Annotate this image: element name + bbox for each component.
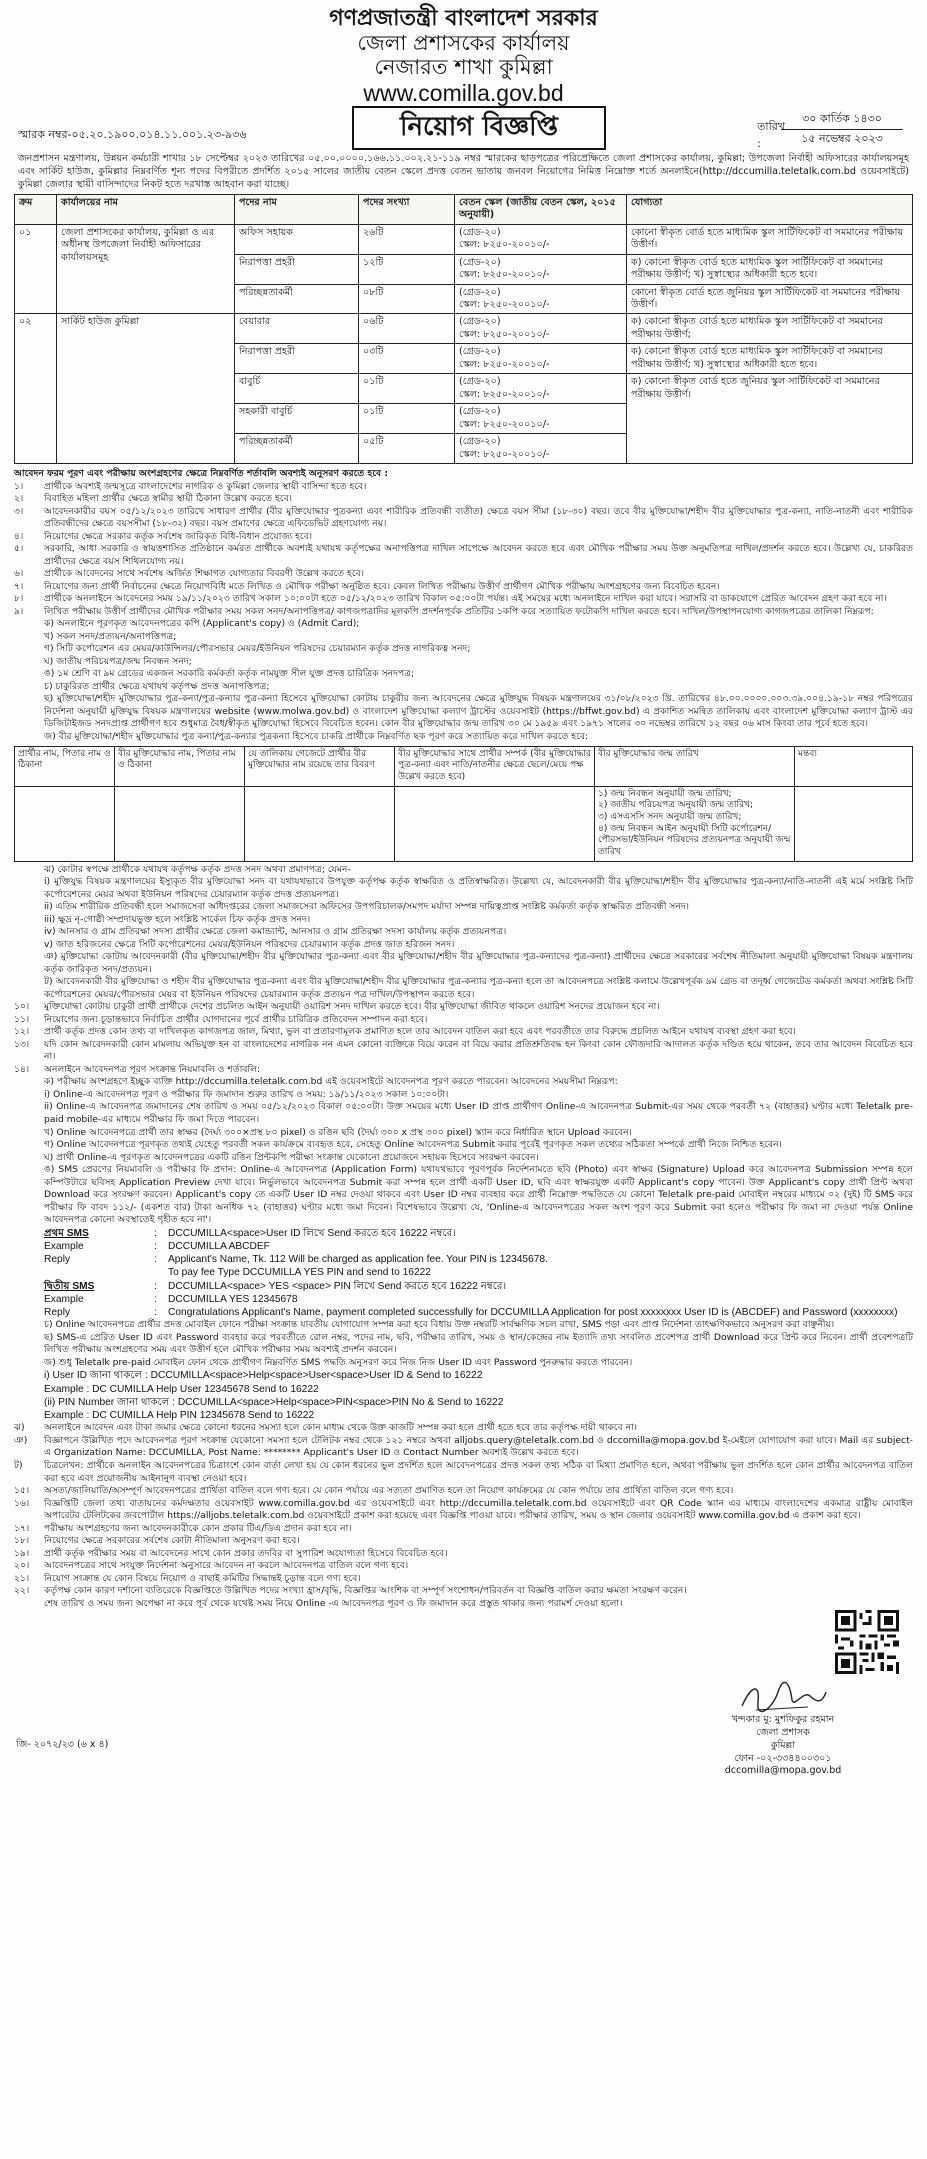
notice-title: নিয়োগ বিজ্ঞপ্তি [352, 106, 606, 150]
list-item [14, 926, 913, 939]
item-text: আবেদনকারীর বয়স ০৫/১২/২০২৩ তারিখে সাধারণ প্রার্থীর (বীর মুক্তিযোদ্ধার পুত্রকন্যা এবং শারীরিক প্রতিবন্ধী ব্যতীত) ক্ষেত্রে বয়স সীমা (১৮-৩০) বছর। তবে বীর মুক্তিযোদ্ধা/শহীদ বীর মুক্তিযোদ্ধার পুত্র-কন্যা, নাতি-নাতনী এবং শারীরিক প্রতিবন্ধীদের ক্ষেত্রে বয়সসীমা (১৮-৩২) বছর। বয়স প্রমাণের ক্ষেত্রে এফিডেভিট গ্রহণযোগ্য নয়। [44, 505, 913, 530]
list-item [14, 951, 913, 976]
scale: স্কেল: ৮২৫০-২০০১০/- [459, 358, 550, 370]
item-number: ৯। [14, 605, 24, 617]
table-row [15, 314, 913, 344]
cell-post: বাবুর্চি [235, 374, 359, 404]
list-item [14, 606, 913, 619]
recover-i-label: i) User ID জানা থাকলে : [44, 1370, 151, 1382]
sms-instructions [14, 1227, 913, 1320]
cell-post: বেয়ারার [235, 314, 359, 344]
sms-reply-1 [168, 1253, 913, 1280]
item-number: ১৬। [14, 1497, 30, 1509]
list-item [14, 1152, 913, 1165]
cell-post: সহকারী বাবুর্চি [235, 404, 359, 434]
list-item [14, 901, 913, 914]
list-item [14, 481, 913, 494]
item-number: ১০। [14, 1001, 30, 1013]
item-text: ঘ) জাতীয় পরিচয়পত্র/জন্ম নিবন্ধন সনদ; [44, 655, 192, 667]
item-number: ৭। [14, 580, 24, 592]
conditions-list-2 [14, 951, 913, 1076]
scale: স্কেল: ৮২৫০-২০০১০/- [459, 269, 550, 281]
conditions-heading: আবেদন ফরম পূরণ এবং পরীক্ষায় অংশগ্রহণের ক্ষেত্রে নিম্নবর্ণিত শর্তাবলি অবশ্যই অনুসরণ করতে হবে : [14, 468, 389, 480]
item-text: প্রার্থী কর্তৃক প্রদত্ত কোন তথ্য বা দাখিলকৃত কাগজপত্র জাল, মিথ্যা, ভুল বা প্রতারণামূলক প্রমাণিত হলে তার আবেদন বাতিল করা হবে এবং পরবর্তীতে তার বিরুদ্ধে প্রচলিত আইনে যথাযথ ব্যবস্থা গ্রহণ করা হবে। [44, 1026, 796, 1038]
item-text: অসত্য/জালিয়াতি/অসম্পূর্ণ আবেদনপত্রের প্রার্থিতা বাতিল বলে গণ্য হবে। যে কোন পর্যায়ে এর সত্যতা প্রমাণিত হলে তা নিয়োগ কার্যক্রমের যে কোন পর্যায়ে তার প্রার্থিতা বাতিল বলে গণ্য হবে। [44, 1485, 734, 1497]
officer-name: খন্দকার মু: মুশফিকুর রহমান [731, 1714, 835, 1726]
item-number [14, 1319, 44, 1332]
cell-count: ০৫টি [359, 434, 455, 464]
item-number: ট) [14, 1460, 23, 1471]
ref-row [14, 106, 913, 150]
date-block [757, 110, 903, 151]
list-item [14, 1422, 913, 1435]
item-number [14, 681, 44, 694]
list-item [14, 506, 913, 531]
item-text: নিয়োগের জন্য প্রার্থী নির্বাচনের ক্ষেত্রে নিয়োগবিধি মতে লিখিত ও মৌখিক পরীক্ষা অনুষ্ঠিত হবে। কেবল লিখিত পরীক্ষায় উত্তীর্ণ প্রার্থীগণ মৌখিক পরীক্ষায় অংশগ্রহণের জন্য বিবেচিত হবেন। [44, 580, 720, 592]
list-item [14, 1014, 913, 1027]
item-text: ঘ) প্রার্থী Online-এ পূরণকৃত আবেদনপত্রের একটি রঙিন প্রিন্টকপি পরীক্ষা সংক্রান্ত যেকোনো প্রয়োজনে সহায়ক হিসেবে সংরক্ষণ করবেন। [44, 1151, 539, 1163]
item-number [14, 731, 44, 744]
grade: (গ্রেড-২০) [459, 316, 501, 328]
quota-list [14, 876, 913, 951]
item-text: iv) আনসার ও গ্রাম প্রতিরক্ষা সদস্য প্রার্থীর ক্ষেত্রে জেলা কমান্ড্যান্ট, আনসার ও গ্রাম প্রতিরক্ষা সদস্য কার্যালয় কর্তৃক প্রত্যয়নপত্র। [44, 926, 507, 938]
cell-qualification: কোনো স্বীকৃত বোর্ড হতে জুনিয়র স্কুল সার্টিফিকেট বা সমমানের পরীক্ষায় উত্তীর্ণ। [627, 284, 913, 314]
scale: স্কেল: ৮২৫০-২০০১০/- [459, 448, 550, 460]
cell-count: ০৬টি [359, 314, 455, 344]
item-text: i) মুক্তিযুদ্ধ বিষয়ক মন্ত্রণালয়ের ইস্যুকৃত বীর মুক্তিযোদ্ধা সনদ বা যথাযথভাবে উপযুক্ত কর্তৃপক্ষ কর্তৃক স্বাক্ষরিত ও প্রতিস্বাক্ষরিত। উল্লেখ্য যে, আবেদনকারী বীর মুক্তিযোদ্ধা/শহীদ বীর মুক্তিযোদ্ধার পুত্র-কন্যা/নাতি-নাতনী এই মর্মে সংশ্লিষ্ট সিটি কর্পোরেশনের মেয়র অথবা ইউনিয়ন পরিষদের চেয়ারম্যান কর্তৃক প্রদত্ত প্রত্যয়নপত্র। [44, 876, 913, 900]
ff-birth-item: ৪) জন্ম নিবন্ধন আইন অনুযায়ী সিটি কর্পোরেশন/পৌরসভা/ইউনিয়ন পরিষদের প্রত্যয়নপত্র অনুযায়ী জন্ম তারিখ [598, 823, 791, 857]
list-item [14, 1039, 913, 1064]
cell-count: ১২টি [359, 254, 455, 284]
item-number [14, 643, 44, 656]
list-item [14, 976, 913, 1001]
item-number [14, 668, 44, 681]
item-number [14, 1139, 44, 1152]
item-number [14, 1089, 44, 1102]
item-text: জ) শুধু Teletalk pre-paid মোবাইল ফোন থেকে প্রার্থীগণ নিম্নবর্ণিত SMS পদ্ধতি অনুসরণ করে নিজ নিজ User ID এবং Password পুনরুদ্ধার করতে পারবেন। [44, 1356, 633, 1368]
sms-reply-1b: To pay fee Type DCCUMILLA YES PIN and send to 16222 [168, 1267, 431, 1279]
ff-col-6: মন্তব্য [795, 746, 913, 786]
item-number [14, 1357, 44, 1370]
sms-example-1: DCCUMILLA ABCDEF [168, 1240, 270, 1252]
date-label: তারিখ : [757, 120, 785, 151]
item-text: ii) Online-এ আবেদনপত্র জমাদানের শেষ তারিখ ও সময় ০৫/১২/২০২৩ বিকাল ০৫:০০টা। উক্ত সময়ের মধ্যে User ID প্রাপ্ত প্রার্থীগণ Online-এ আবেদনপত্র Submit-এর সময় থেকে পরবর্তী ৭২ (বাহাত্তর) ঘণ্টার মধ্যে Teletalk pre-paid mobile-এর মাধ্যমে পরীক্ষার ফি জমা দিতে পারবেন। [44, 1101, 913, 1125]
cell-count: ০১টি [359, 374, 455, 404]
item-text: গ) Online আবেদনপত্রে পূরণকৃত তথ্যই যেহেতু পরবর্তী সকল কার্যক্রমে ব্যবহৃত হবে, সেহেতু Online আবেদনপত্র Submit করার পূর্বেই পূরণকৃত সকল তথ্যের সঠিকতা সম্পর্কে প্রার্থী নিজে নিশ্চিত হবেন। [44, 1139, 782, 1151]
item-text: বিবাহিত মহিলা প্রার্থীর ক্ষেত্রে স্বামীর স্থায়ী ঠিকানা উল্লেখ করতে হবে। [44, 493, 292, 505]
sms-second-code: DCCUMILLA<space> YES <space> PIN লিখে Send করতে হবে 16222 নম্বরে। [168, 1280, 507, 1292]
list-item [14, 1139, 913, 1152]
item-number: ঝ) [14, 1422, 25, 1434]
list-item [14, 876, 913, 901]
col-count: পদের সংখ্যা [359, 194, 455, 224]
cell-qualification: ক) কোনো স্বীকৃত বোর্ড হতে মাধ্যমিক স্কুল সার্টিফিকেট বা সমমানের পরীক্ষায় উত্তীর্ণ; [627, 314, 913, 344]
cell-scale [455, 254, 627, 284]
item-text: ট) আবেদনকারী বীর মুক্তিযোদ্ধা ও শহীদ বীর মুক্তিযোদ্ধার পুত্র-কন্যা এবং বীর মুক্তিযোদ্ধা/শহীদ বীর মুক্তিযোদ্ধার পুত্র-কন্যার পুত্র-কন্যা হলে তা আবেদনপত্রে সংশ্লিষ্ট কলামে উল্লেখপূর্বক ৯ম গ্রেড বা তদূর্ধ্ব গেজেটেড কর্মকর্তা অথবা সংশ্লিষ্ট সিটি কর্পোরেশনের মেয়র/পৌরসভার মেয়র বা ইউনিয়ন পরিষদের চেয়ারম্যান কর্তৃক প্রত্যয়ন পত্র দাখিল/উপস্থাপন করতে হবে। [44, 976, 913, 1000]
conditions-section [14, 468, 913, 1610]
list-item [14, 593, 913, 606]
header [14, 6, 913, 106]
list-item [14, 618, 913, 631]
intro-paragraph: জনপ্রশাসন মন্ত্রণালয়, উন্নয়ন কর্মচারী শাখার ১৮ সেপ্টেম্বর ২০২৩ তারিখের ০৫.০০.০০০০.১৬৬.১১.০০২.২১-১১৯ নম্বর স্মারকের ছাড়পত্রের পরিপ্রেক্ষিতে জেলা প্রশাসকের কার্যালয়, কুমিল্লা; উপজেলা নির্বাহী অফিসারের কার্যালয়সমূহ এবং সার্কিট হাউজ, কুমিল্লার নিম্নবর্ণিত শূন্য পদের বিপরীতে প্রদর্শিত ২০১৫ সালের জাতীয় বেতন স্কেলে প্রদত্ত বেতন ভাতায় জনবল নিয়োগের নিমিত্ত নিম্নোক্ত শর্তে অনলাইনে(http://dccumilla.teletalk.com.bd ওয়েবসাইটে) কুমিল্লা জেলার স্থায়ী বাসিন্দাদের নিকট হতে দরখাস্ত আহবান করা যাচ্ছে। [18, 153, 909, 191]
item-text: প্রার্থী কর্তৃক পরীক্ষার সময় বা আবেদনের সাথে কোন প্রকার তদবির বা সুপারিশ অযোগ্যতা হিসেবে বিবেচিত হবে। [44, 1547, 448, 1559]
item-number [14, 1164, 44, 1227]
item-text: প্রার্থীকে আবেদনের সাথে সর্বশেষ অর্জিত শিক্ষাগত যোগ্যতার বিবরণী উল্লেখ করতে হবে। [44, 568, 365, 580]
item-text: যদি কোন আবেদনকারী কোন মামলায় অভিযুক্ত হন বা বাংলাদেশের নাগরিক নন এমন কোনো ব্যক্তিকে বিয়ে করেন বা বিয়ে করার প্রতিশ্রুতিবদ্ধ হন কিংবা কোন ফৌজদারি আদালত কর্তৃক দণ্ডিত হয়ে থাকেন, তবে তার আবেদন বিবেচিত হবে না। [44, 1038, 913, 1063]
item-text: ii) এতিম শারীরিক প্রতিবন্ধী হলে সমাজসেবা অধিদপ্তরের জেলা সমাজসেবা অফিসের উপপরিচালক/সমপদ মর্যাদা সম্পন্ন দায়িত্বপ্রাপ্ত সংশ্লিষ্ট কর্মকর্তা কর্তৃক স্বাক্ষরিত প্রতিবন্ধী সনদ। [44, 901, 690, 913]
ff-cell [245, 786, 395, 861]
grade: (গ্রেড-২০) [459, 226, 501, 238]
item-text: ঙ) SMS প্রেরণের নিয়মাবলি ও পরীক্ষার ফি প্রদান: Online-এ আবেদনপত্র (Application Form) যথাযথভাবে পূরণপূর্বক নির্দেশনামতে ছবি (Photo) এবং স্বাক্ষর (Signature) Upload করে আবেদনপত্র Submission সম্পন্ন হলে কম্পিউটারে ছবিসহ Application Preview দেখা যাবে। নির্ভুলভাবে আবেদনপত্র Submit করা সম্পন্ন হলে প্রার্থী একটি User ID, ছবি এবং স্বাক্ষরযুক্ত একটি Applicant's copy পাবেন। উক্ত Applicant's copy প্রার্থী প্রিন্ট অথবা Download করে সংরক্ষণ করবেন। Applicant's copy তে একটি User ID নম্বর দেওয়া থাকবে এবং User ID নম্বর ব্যবহার করে প্রার্থী নিম্নোক্ত পদ্ধতিতে যে কোনো Teletalk pre-paid মোবাইল নম্বরের মাধ্যমে ০২ (দুই) টি SMS করে পরীক্ষার ফি বাবদ ১১২/- (একশত বার) টাকা অনধিক ৭২ (বাহাত্তর) ঘণ্টার মধ্যে জমা দিবেন। বিশেষভাবে উল্লেখ্য যে, 'Online-এ আবেদনপত্রের সকল অংশ পূরণ করে Submit করা হলেও পরীক্ষার ফি জমা না দেওয়া পর্যন্ত Online আবেদনপত্র কোনো অবস্থাতেই গৃহীত হবে না'। [44, 1164, 913, 1226]
item-number: ৪। [14, 530, 24, 542]
item-text: iii) ক্ষুদ্র নৃ-গোষ্ঠী সম্প্রদায়ভুক্ত হলে সংশ্লিষ্ট সার্কেল চিফ কর্তৃক প্রদত্ত সনদ। [44, 913, 311, 925]
item-number: ৮। [14, 593, 24, 605]
item-number: ২২। [14, 1585, 30, 1597]
list-item [14, 543, 913, 568]
col-post: পদের নাম [235, 194, 359, 224]
list-item [14, 668, 913, 681]
item-text: গ) সিটি কর্পোরেশন এর মেয়র/কাউন্সিলর/পৌরসভার মেয়র/ইউনিয়ন পরিষদের চেয়ারম্যান কর্তৃক প্রদত্ত নাগরিকত্ব সনদ; [44, 643, 471, 655]
sms-row: দ্বিতীয় SMS : DCCUMILLA<space> YES <space> PIN লিখে Send করতে হবে 16222 নম্বরে। [14, 1280, 913, 1293]
list-item [14, 1101, 913, 1126]
cell-count: ০৩টি [359, 344, 455, 374]
item-text: ক) অনলাইনে পূরণকৃত আবেদনপত্রের কপি (Applicant's copy) ও (Admit Card); [44, 618, 360, 630]
list-item [14, 1573, 913, 1586]
sms-second-label: দ্বিতীয় SMS [44, 1280, 95, 1292]
cell-scale [455, 314, 627, 344]
item-text: ঙ) ১ম শ্রেণি বা ৯ম গ্রেডের একজন সরকারি কর্মকর্তা কর্তৃক নামযুক্ত সীল যুক্ত প্রদত্ত চারিত্রিক সনদপত্র; [44, 668, 415, 680]
sms-reply-2: Congratulations Applicant's Name, payment completed successfully for DCCUMILLA Application for post xxxxxxxx User ID is (ABCDEF) and Password (xxxxxxxx) [168, 1307, 898, 1319]
sms-first-code: DCCUMILLA<space>User ID লিখে Send করতে হবে 16222 নম্বরে। [168, 1227, 456, 1239]
item-number [14, 618, 44, 631]
list-item [14, 1460, 913, 1485]
item-text: অনলাইনে আবেদন এবং টাকা জমার ক্ষেত্রে কোনো ধরনের সমস্যা হলে কোন মাধ্যম থেকে উক্ত কাজটি সম্পন্ন করা হলে প্রার্থী হতে হবে তার কর্তৃপক্ষ দায়ী থাকবে না। [44, 1422, 638, 1434]
date-english: ১৫ নভেম্বর ২০২৩ [801, 132, 883, 146]
list-item [14, 939, 913, 952]
section-name: নেজারত শাখা কুমিল্লা [374, 55, 553, 80]
item-text: বিজ্ঞপ্তিটি জেলা তথ্য বাতায়নের কর্মদক্ষতার ওয়েবসাইট www.comilla.gov.bd এর ওয়েবসাইটে এবং http://dccumilla.teletalk.com.bd ওয়েবসাইটে এবং QR Code স্ক্যান এর মাধ্যমে বাংলাদেশের একমাত্র রাষ্ট্রীয় মোবাইল অপারেটর টেলিটকের জবপোর্টাল https://alljobs.teletalk.com.bd ওয়েবসাইটে প্রকাশ করা হয়েছে এবং বিজ্ঞপ্তি পাওয়া যাবে। পরীক্ষার তারিখ, সময় ও স্থান জেলার ওয়েবসাইট www.comilla.gov.bd এ প্রকাশ করা হবে। [44, 1497, 913, 1522]
list-item [14, 1089, 913, 1102]
item-number [14, 976, 44, 1001]
item-text: বিজ্ঞাপনে উল্লিখিত পদে আবেদনপত্র পূরণ সংক্রান্ত যেকোনো সমস্যা হলে টেলিটক নম্বর থেকে ১২১ নম্বরে অথবা alljobs.query@teletalk.com.bd ও dccomilla@mopa.gov.bd ই-মেইলে যোগাযোগ করা যাবে। Mail এর subject- এ Organization Name: DCCUMILLA, Post Name: ******** Applicant's User ID ও Contact Number অবশ্যই উল্লেখ করতে হবে। [44, 1434, 913, 1459]
item-number [14, 1101, 44, 1126]
final-conditions [14, 1422, 913, 1610]
memo-number: স্মারক নম্বর-০৫.২০.১৯০০.০১৪.১১.০০১.২৩-৯৩৬ [18, 128, 247, 142]
item-number [14, 1076, 44, 1089]
cell-count: ২৬টি [359, 224, 455, 254]
sms-row: Reply : Applicant's Name, Tk. 112 Will be charged as application fee. Your PIN is 12345678. To pay fee Type DCCUMILLA YES PIN and send to 16222 [14, 1253, 913, 1280]
ff-col-2: বীর মুক্তিযোদ্ধার নাম, পিতার নাম ও ঠিকানা [115, 746, 245, 786]
item-number [14, 939, 44, 952]
item-number [14, 656, 44, 669]
sms-reply-1a: Applicant's Name, Tk. 112 Will be charged as application fee. Your PIN is 12345678. [168, 1254, 548, 1266]
ff-col-1: প্রার্থীর নাম, পিতার নাম ও ঠিকানা [15, 746, 115, 786]
item-number [14, 1332, 44, 1357]
list-item [14, 568, 913, 581]
item-text: শেষ তারিখ ও সময় জন্য অপেক্ষা না করে পূর্ব থেকে যথেষ্ট সময় নিয়ে Online -এ আবেদনপত্র পূরণ ও ফি জমাদান করে প্রস্তুত থাকার জন্য পরামর্শ দেওয়া হলো। [44, 1597, 623, 1609]
item-text: কর্তৃপক্ষ কোন কারণ দর্শানো ব্যতিরেকে বিজ্ঞপ্তিতে উল্লিখিত পদের সংখ্যা হ্রাস/বৃদ্ধি, বিজ্ঞপ্তির আংশিক বা সম্পূর্ণ সংশোধন/পরিবর্তন বা বিজ্ঞপ্তি বাতিল করার ক্ষমতা সংরক্ষণ করেন। [44, 1585, 687, 1597]
officer-phone: ফোন -০২-৩৩৪৪০০৩০১ [734, 1752, 832, 1764]
item-number [14, 926, 44, 939]
item-text: আবেদনপত্রের সাথে সংযুক্ত নির্দেশনা অনুসারে আবেদন না করলে আবেদনপত্র বাতিল বলে গণ্য হবে। [44, 1560, 409, 1572]
item-text: প্রার্থীকে অবশ্যই জন্মসূত্রে বাংলাদেশের নাগরিক ও কুমিল্লা জেলার স্থায়ী বাসিন্দা হতে হবে। [44, 480, 367, 492]
list-item [14, 1357, 913, 1370]
item-text: নিয়োগের জন্য চূড়ান্তভাবে নির্বাচিত প্রার্থীর যোগদানের পূর্বে প্রার্থীর চারিত্রিক প্রতিবেদন সম্পাদন করা হবে। [44, 1013, 428, 1025]
item-text: চ) Online আবেদনপত্রে প্রার্থীর প্রদত্ত মোবাইল ফোনে পরীক্ষা সংক্রান্ত যাবতীয় যোগাযোগ সম্পন্ন করা হবে বিধায় উক্ত নম্বরটি সার্বক্ষণিক সচল রাখা, SMS পড়া এবং প্রাপ্ত নির্দেশনা তাৎক্ষণিকভাবে অনুসরণ করা বাঞ্ছনীয়। [44, 1319, 835, 1331]
list-item [14, 1332, 913, 1357]
item-number: ২। [14, 493, 24, 505]
list-item [14, 693, 913, 731]
col-scale: বেতন স্কেল (জাতীয় বেতন স্কেল, ২০১৫ অনুযায়ী) [455, 194, 627, 224]
item-number: ১৪। [14, 1063, 30, 1075]
item-text: সরকারি, আধা সরকারি ও স্বায়ত্তশাসিত প্রতিষ্ঠানে কর্মরত প্রার্থীকে অবশ্যই যথাযথ কর্তৃপক্ষের অনাপত্তিপত্র দাখিল সাপেক্ষে আবেদন করতে হবে এবং মৌখিক পরীক্ষার সময় উক্ত অনুমতিপত্র দাখিল/প্রদর্শন করতে হবে। উল্লেখ্য যে, চাকরিরত প্রার্থীদের ক্ষেত্রে বয়স শিথিলযোগ্য নয়। [44, 543, 913, 567]
signature-icon [738, 1680, 828, 1714]
item-number [14, 914, 44, 927]
cell-post: পরিচ্ছন্নতাকর্মী [235, 284, 359, 314]
item-text: অনলাইনে আবেদনপত্র পূরণ সংক্রান্ত নিয়মাবলি ও শর্তাবলি: [44, 1063, 261, 1075]
vacancy-table-header [15, 194, 913, 224]
recover-ii-example: Example : DC CUMILLA Help PIN 12345678 Send to 16222 [44, 1410, 315, 1422]
item-text: পরীক্ষায় অংশগ্রহণের জন্য আবেদনকারীকে কোন প্রকার টিএ/ডিএ প্রদান করা হবে না। [44, 1522, 352, 1534]
item-number: ২০। [14, 1560, 30, 1572]
list-item [14, 681, 913, 694]
bottom-area [14, 1610, 913, 1777]
recover-ii-code: DCCUMILLA<space>Help<space>PIN<space>PIN No & Send to 16222 [177, 1396, 504, 1408]
online-rules-2 [14, 1319, 913, 1369]
item-text: চিত্রলেখন: প্রার্থীকে অনলাইন আবেদনপত্রের চিত্রাংশে কোন বার্তা লেখা হয় যে কোন ধরনের ভুল প্রদর্শিত হলে আবেদনপত্রের প্রদত্ত সকল তথ্য সঠিক বা মিথ্যা প্রমাণিত হলে, অথবা পরীক্ষায় ভুল প্রদর্শিত হলে কোন প্রার্থীর আবেদনপত্র বাতিল করা হবে এবং প্রয়োজনীয় আইনানুগ ব্যবস্থা নেওয়া হবে। [44, 1460, 913, 1484]
table-row [15, 224, 913, 254]
col-qualification: যোগ্যতা [627, 194, 913, 224]
recover-ii-label: (ii) PIN Number জানা থাকলে : [44, 1396, 178, 1408]
item-number [14, 876, 44, 901]
cell-scale [455, 284, 627, 314]
item-text: জ) বীর মুক্তিযোদ্ধা/শহীদ মুক্তিযোদ্ধার পুত্র কন্যা/পুত্র-কন্যার পুত্রকন্যা হিসেবে চাকরি প্রার্থীকে নিম্নবর্ণিত ছক পূরণ করে সত্যায়িত করে দাখিল করতে হবে: [44, 730, 589, 742]
date-bangla: ৩০ কার্তিক ১৪৩০ [781, 110, 903, 130]
item-number: ৫। [14, 543, 24, 555]
item-number [14, 901, 44, 914]
list-item [14, 914, 913, 927]
item-text: খ) সকল সনদ/প্রত্যয়ন/অনাপত্তিপত্র; [44, 630, 177, 642]
ff-cell [15, 786, 115, 861]
cell-post: পরিচ্ছন্নতাকর্মী [235, 434, 359, 464]
recovery-section [14, 1369, 913, 1422]
officer-email[interactable]: dccomilla@mopa.gov.bd [724, 1765, 842, 1777]
scale: স্কেল: ৮২৫০-২০০১০/- [459, 299, 550, 310]
freedom-fighter-table [14, 746, 913, 862]
grade: (গ্রেড-২০) [459, 286, 501, 298]
list-item [14, 1598, 913, 1611]
ff-cell [115, 786, 245, 861]
item-number: ১৯। [14, 1547, 30, 1559]
cell-qualification: ক) কোনো স্বীকৃত বোর্ড হতে জুনিয়র স্কুল সার্টিফিকেট বা সমমানের পরীক্ষায় উত্তীর্ণ। [627, 374, 913, 464]
item-number: ১। [14, 480, 24, 492]
scale: স্কেল: ৮২৫০-২০০১০/- [459, 388, 550, 400]
cell-office: জেলা প্রশাসকের কার্যালয়, কুমিল্লা ও এর অধীনস্থ উপজেলা নির্বাহী অফিসারের কার্যালয়সমূহ [57, 224, 235, 314]
list-item [14, 1064, 913, 1077]
item-text: মুক্তিযোদ্ধা কোটায় চাকুরী প্রার্থী প্রার্থীকে দেশের প্রচলিত আইন অনুযায়ী ওয়ারিশ সনদ দাখিল করতে হবে। বীর মুক্তিযোদ্ধা জীবিত থাকলে ওয়ারিশ সনদের প্রয়োজন হবে না। [44, 1001, 660, 1013]
item-text: চ) চাকুরিরত প্রার্থীর ক্ষেত্রে যথাযথ কর্তৃপক্ষ প্রদত্ত অনাপত্তিপত্র; [44, 680, 270, 692]
item-number: ১২। [14, 1026, 30, 1038]
list-item [14, 1523, 913, 1536]
list-item [14, 1560, 913, 1573]
item-number: ২১। [14, 1572, 30, 1584]
cell-qualification: কোনো স্বীকৃত বোর্ড হতে মাধ্যমিক স্কুল সার্টিফিকেট বা সমমানের পরীক্ষায় উত্তীর্ণ। [627, 224, 913, 254]
ff-col-4: বীর মুক্তিযোদ্ধার সাথে প্রার্থীর সম্পর্ক (বীর মুক্তিযোদ্ধার পুত্র-কন্যা এবং নাতি/নাতনীর ক্ষেত্রে ছেলে/মেয়ে পক্ষ উল্লেখ করতে হবে) [395, 746, 595, 786]
recover-i-code: DCCUMILLA<space>Help<space>User<space>User ID & Send to 16222 [150, 1370, 483, 1382]
item-text: লিখিত পরীক্ষায় উত্তীর্ণ প্রার্থীদের মৌখিক পরীক্ষার সময় সকল সনদ/অনাপত্তিপত্র/ কাগজপত্রাদির মূলকপি প্রদর্শনপূর্বক প্রতিটির ১কপি করে সত্যায়িত ফটোকপি দাখিল করতে হবে। দাখিল/উপস্থাপনযোগ্য কাগজপত্রের তালিকা নিম্নরূপ: [44, 605, 874, 617]
col-office: কার্যালয়ের নাম [57, 194, 235, 224]
list-item [14, 1076, 913, 1089]
item-text: খ) Online আবেদনপত্রে প্রার্থী তার স্বাক্ষর (দৈর্ঘ্য ৩০০×প্রস্থ ৮০ pixel) ও রঙিন ছবি (দৈর্ঘ্য ৩০০ x প্রস্থ ৩০০ pixel) স্ক্যান করে নির্ধারিত স্থানে Upload করবেন। [44, 1126, 632, 1138]
item-number: ৩। [14, 505, 24, 517]
list-item [14, 1535, 913, 1548]
item-number [14, 693, 44, 731]
sms-row: প্রথম SMS : DCCUMILLA<space>User ID লিখে Send করতে হবে 16222 নম্বরে। [14, 1227, 913, 1240]
sms-row: Example : DCCUMILLA YES 12345678 [14, 1293, 913, 1306]
ff-cell [395, 786, 595, 861]
list-item [14, 581, 913, 594]
conditions-list [14, 481, 913, 744]
item-text: ছ) SMS-এ প্রেরিত User ID এবং Password ব্যবহার করে পরবর্তীতে রোল নম্বর, পদের নাম, ছবি, পরীক্ষার তারিখ, সময় ও স্থান/কেন্দ্রের নাম ইত্যাদি তথ্য সংবলিত প্রবেশপত্র প্রার্থী Download করে প্রিন্ট করে নিবেন। প্রার্থী প্রবেশপত্রটি লিখিত পরীক্ষায় অংশগ্রহণের সময় এবং উত্তীর্ণ হলে মৌখিক পরীক্ষার সময় অবশ্যই প্রদর্শন করবেন। [44, 1331, 913, 1356]
recover-user-id [44, 1369, 913, 1382]
ff-col-5: বীর মুক্তিযোদ্ধার জন্ম তারিখ [595, 746, 795, 786]
sms-example-label: Example [44, 1240, 84, 1252]
item-number: ১১। [14, 1013, 30, 1025]
list-item [14, 493, 913, 506]
online-rules [14, 1076, 913, 1226]
list-item [14, 643, 913, 656]
list-item [14, 1164, 913, 1227]
col-sl: ক্রম [15, 194, 57, 224]
item-text: নিয়োগের ক্ষেত্রে সরকার কর্তৃক সর্বশেষ জারিকৃত বিধি-বিধান প্রযোজ্য হবে। [44, 530, 313, 542]
cell-scale [455, 374, 627, 404]
quota-heading: ঝ) কোটার স্বপক্ষে প্রার্থীকে যথাযথ কর্তৃপক্ষ কর্তৃক প্রদত্ত সনদ অথবা প্রমাণপত্র; যেমন- [44, 863, 351, 875]
ff-birth-item: ২) জাতীয় পরিচয়পত্র অনুযায়ী জন্ম তারিখ; [598, 800, 754, 811]
sms-reply-label: Reply [44, 1254, 71, 1266]
item-number [14, 1127, 44, 1140]
cell-count: ০১টি [359, 404, 455, 434]
cell-qualification: ক) কোনো স্বীকৃত বোর্ড হতে মাধ্যমিক স্কুল সার্টিফিকেট বা সমমানের পরীক্ষায় উত্তীর্ণ; খ) সুস্বাস্থ্যের অধিকারী হতে হবে। [627, 254, 913, 284]
ff-table-body [15, 786, 913, 861]
cell-scale [455, 434, 627, 464]
item-text: v) জাত হরিজনের ক্ষেত্রে সিটি কর্পোরেশনের মেয়র/ইউনিয়ন পরিষদের চেয়ারম্যান কর্তৃক প্রদত্ত জাত হরিজন সনদ। [44, 938, 455, 950]
list-item [14, 1127, 913, 1140]
item-number: ১৫। [14, 1485, 30, 1497]
cell-office: সার্কিট হাউজ কুমিল্লা [57, 314, 235, 464]
list-item [14, 731, 913, 744]
item-number: ১৩। [14, 1038, 30, 1050]
list-item [14, 1485, 913, 1498]
item-text: ঞ) মুক্তিযোদ্ধা কোটায় আবেদনকারী (বীর মুক্তিযোদ্ধা/শহীদ বীর মুক্তিযোদ্ধার পুত্র-কন্যা এবং বীর মুক্তিযোদ্ধা/শহীদ বীর মুক্তিযোদ্ধার পুত্র-কন্যাদের পুত্র-কন্যা) প্রার্থীদের ক্ষেত্রে সরকারের সর্বশেষ নীতিমালা অনুযায়ী মুক্তিযোদ্ধা বিষয়ক মন্ত্রণালয় কর্তৃক জারিকৃত সনদ/প্রত্যয়ন। [44, 951, 914, 975]
officer-district: কুমিল্লা [770, 1739, 796, 1751]
cell-sl: ০১ [15, 224, 57, 314]
list-item [14, 531, 913, 544]
officer-designation: জেলা প্রশাসক [756, 1727, 810, 1738]
sms-example-2: DCCUMILLA YES 12345678 [168, 1293, 298, 1305]
cell-post: অফিস সহায়ক [235, 224, 359, 254]
footer-ref: জি- ২০৭২/২৩ (৬ x ৪) [16, 1739, 109, 1751]
sms-row: Example : DCCUMILLA ABCDEF [14, 1240, 913, 1253]
item-number [14, 951, 44, 976]
list-item [14, 1435, 913, 1460]
list-item [14, 1319, 913, 1332]
qr-code-icon[interactable] [835, 1610, 899, 1674]
grade: (গ্রেড-২০) [459, 376, 501, 388]
sms-example-label: Example [44, 1293, 84, 1305]
cell-scale [455, 344, 627, 374]
sms-row: Reply : Congratulations Applicant's Name, payment completed successfully for DCCUMILLA Application for post xxxxxxxx User ID is (ABCDEF) and Password (xxxxxxxx) [14, 1306, 913, 1319]
grade: (গ্রেড-২০) [459, 436, 501, 448]
item-text: নিয়োগ সংক্রান্ত যে কোন বিষয়ে নিয়োগ ও বাছাই কমিটির সিদ্ধান্তই চূড়ান্ত বলে গণ্য হবে। [44, 1572, 361, 1584]
signature-block [693, 1680, 873, 1778]
cell-qualification: ক) কোনো স্বীকৃত বোর্ড হতে মাধ্যমিক স্কুল সার্টিফিকেট বা সমমানের পরীক্ষায় উত্তীর্ণ; খ) সুস্বাস্থ্যের অধিকারী হতে হবে। [627, 344, 913, 374]
item-number [14, 1598, 44, 1611]
sms-reply-label: Reply [44, 1307, 71, 1319]
list-item [14, 1498, 913, 1523]
scale: স্কেল: ৮২৫০-২০০১০/- [459, 328, 550, 340]
item-number: ঞ) [14, 1434, 28, 1446]
vacancy-table [14, 194, 913, 464]
list-item [14, 1548, 913, 1561]
govt-name: গণপ্রজাতন্ত্রী বাংলাদেশ সরকার [329, 6, 598, 31]
list-item [14, 656, 913, 669]
cell-sl: ০২ [15, 314, 57, 464]
item-text: ক) পরীক্ষায় অংশগ্রহণে ইচ্ছুক ব্যক্তি http://dccumilla.teletalk.com.bd এই ওয়েবসাইটে আবেদনপত্র পূরণ করতে পারবেন। আবেদনের সময়সীমা নিম্নরূপ: [44, 1076, 618, 1088]
scale: স্কেল: ৮২৫০-২০০১০/- [459, 418, 550, 430]
item-number [14, 631, 44, 644]
office-name: জেলা প্রশাসকের কার্যালয় [357, 31, 570, 56]
list-item [14, 1001, 913, 1014]
ff-birth-item: ১) জন্ম নিবন্ধন অনুযায়ী জন্ম তারিখ; [598, 788, 732, 799]
cell-count: ০৮টি [359, 284, 455, 314]
ff-col-3: যে তালিকায় গেজেটে প্রার্থীর বীর মুক্তিযোদ্ধার নাম রয়েছে তার বিবরণ [245, 746, 395, 786]
ff-birth-item: ৩) এসএসসি সনদ অনুযায়ী জন্ম তারিখ; [598, 811, 742, 822]
item-text: ছ) মুক্তিযোদ্ধা/শহীদ মুক্তিযোদ্ধার পুত্র-কন্যা/পুত্র-কন্যার পুত্র-কন্যা হিসেবে মুক্তিযোদ্ধা কোটায় চাকুরীর জন্য আবেদনের ক্ষেত্রে মুক্তিযুদ্ধ বিষয়ক মন্ত্রণালয়ের ৩১/০৮/২০২৩ খ্রি. তারিখের ৪৮.০০.০০০০.০০৩.৩৯.০০৪.১৯-১৮ নম্বর পরিপত্রের নির্দেশনা অনুযায়ী মুক্তিযুদ্ধ বিষয়ক মন্ত্রণালয়ের website (www.molwa.gov.bd) ও বাংলাদেশ মুক্তিযোদ্ধা কল্যাণ ট্রাস্টের ওয়েবসাইট (https://bffwt.gov.bd) এ প্রকাশিত সমন্বিত তালিকায় এবং বাংলাদেশ মুক্তিযোদ্ধা কল্যাণ ট্রাস্ট এর ডিজিটাইজড সনদপ্রাপ্ত প্রার্থীগণ হবে শুধুমাত্র বৈধ/স্বীকৃত মুক্তিযোদ্ধা হিসেবে বিবেচিত হবেন। কোন বীর মুক্তিযোদ্ধার জন্ম তারিখ ৩০ মে ১৯৫৯ এবং ১৯৭১ সালের ৩০ নভেম্বর তারিখে ১২ বছর ০৬ মাস কিংবা তার পূর্বে হতে হবে। [44, 693, 913, 730]
grade: (গ্রেড-২০) [459, 256, 501, 268]
ff-cell [795, 786, 913, 861]
item-number: ১৮। [14, 1535, 30, 1547]
website-link[interactable]: www.comilla.gov.bd [363, 79, 564, 106]
ff-birth-cell [595, 786, 795, 861]
list-item [14, 1026, 913, 1039]
cell-scale [455, 224, 627, 254]
sms-first-label: প্রথম SMS [44, 1227, 89, 1239]
cell-post: নিরাপত্তা প্রহরী [235, 254, 359, 284]
recover-pin [44, 1396, 913, 1409]
ff-table-header [15, 746, 913, 786]
item-number [14, 1152, 44, 1165]
grade: (গ্রেড-২০) [459, 346, 501, 358]
item-number: ১৭। [14, 1522, 30, 1534]
item-text: i) Online-এ আবেদনপত্র পূরণ ও পরীক্ষার ফি জমাদান শুরুর তারিখ ও সময়: ১৯/১১/২০২৩ সকাল ১০:০০টা। [44, 1088, 449, 1100]
scale: স্কেল: ৮২৫০-২০০১০/- [459, 239, 550, 251]
list-item [14, 631, 913, 644]
cell-scale [455, 404, 627, 434]
item-text: নিয়োগের ক্ষেত্রে সরকারের সর্বশেষ কোটা নীতিমালা অনুসরণ করা হবে। [44, 1535, 300, 1547]
item-text: প্রার্থীকে অনলাইনে আবেদনের সময় ১৯/১১/২০২৩ তারিখ সকাল ১০:০০টা হতে ০৫/১২/২০২৩ তারিখ বিকাল ০৫:০০টা পর্যন্ত। এই সময়ের মধ্যে অনলাইনে দাখিল করা যাবে। সরাসরি বা ডাকযোগে প্রেরিত আবেদন গ্রহণ করা হবে না। [44, 593, 887, 605]
cell-post: নিরাপত্তা প্রহরী [235, 344, 359, 374]
grade: (গ্রেড-২০) [459, 406, 501, 418]
recover-i-example: Example : DC CUMILLA Help User 12345678 Send to 16222 [44, 1383, 319, 1395]
item-number: ৬। [14, 568, 24, 580]
list-item [14, 1585, 913, 1598]
